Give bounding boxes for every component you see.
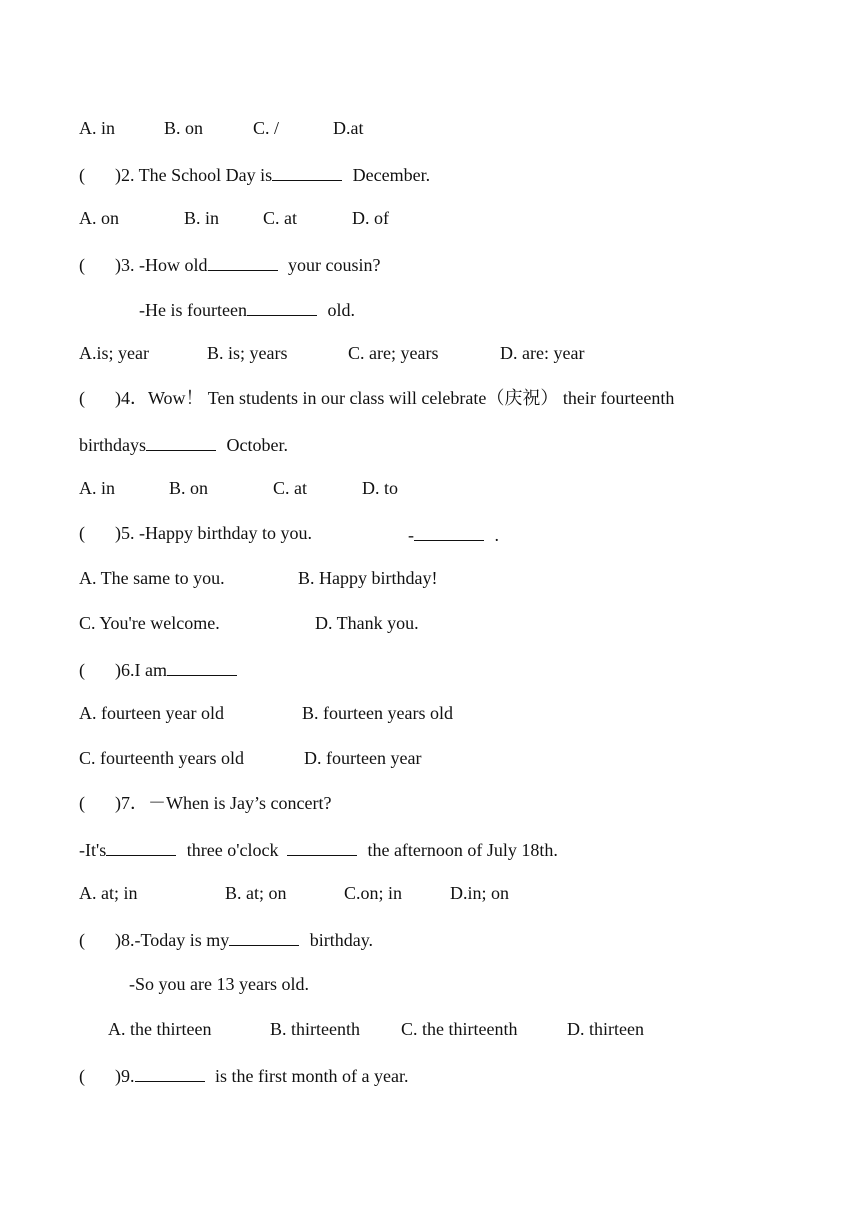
q6-text-before: )6.I am [115,660,167,680]
q8-text-after: birthday. [309,930,374,950]
q4-text: )4．Wow！ Ten students in our class will celebrate（庆祝） their fourteenth [115,388,675,408]
q4-option-d: D. to [362,478,398,498]
q3-option-b: B. is; years [207,343,288,363]
q3-reply-before: -He is fourteen [139,300,247,320]
q5-answer-paren[interactable]: ( [79,523,85,543]
q7-blank-2 [287,837,357,856]
q7-option-a: A. at; in [79,883,138,903]
q3-option-d: D. are: year [500,343,585,363]
q6-blank [167,657,237,676]
q8-option-d: D. thirteen [567,1019,644,1039]
q5-option-c: C. You're welcome. [79,613,220,633]
q3-reply [139,297,355,321]
q8-answer-paren[interactable]: ( [79,930,85,950]
q2-stem [79,162,430,186]
q5-reply-after: . [494,525,499,545]
q1-option-b: B. on [164,118,204,138]
q8-text-before: )8.-Today is my [115,930,230,950]
q3-stem [79,252,380,276]
q7-text: )7．－When is Jay’s concert? [115,793,332,813]
q7-text-a: -It's [79,840,107,860]
q6-option-a: A. fourteen year old [79,703,224,723]
q4-text-before: birthdays [79,435,146,455]
q2-answer-paren[interactable]: ( [79,165,85,185]
q3-option-a: A.is; year [79,343,149,363]
q3-text-after: your cousin? [288,255,381,275]
q7-option-b: B. at; on [225,883,287,903]
q7-stem [79,792,331,814]
q7-blank-1 [106,837,176,856]
q2-blank [272,162,342,181]
q9-text-before: )9. [115,1066,135,1086]
q4-stem [79,387,674,409]
q3-option-c: C. are; years [348,343,439,363]
q7-option-d: D.in; on [450,883,510,903]
q5-blank [414,522,484,541]
q9-blank [135,1063,205,1082]
q8-option-a: A. the thirteen [108,1019,212,1039]
q7-stem-line2 [79,837,558,861]
q4-text-after: October. [226,435,288,455]
q2-option-c: C. at [263,208,297,228]
q3-answer-paren[interactable]: ( [79,255,85,275]
q5-option-d: D. Thank you. [315,613,419,633]
q4-option-b: B. on [169,478,209,498]
q7-option-c: C.on; in [344,883,403,903]
q8-option-b: B. thirteenth [270,1019,360,1039]
q8-blank [229,927,299,946]
q2-text-before: )2. The School Day is [115,165,273,185]
q4-option-a: A. in [79,478,115,498]
q9-stem [79,1063,408,1087]
q3-blank-2 [247,297,317,316]
q5-option-a: A. The same to you. [79,568,225,588]
q5-option-b: B. Happy birthday! [298,568,438,588]
q6-option-b: B. fourteen years old [302,703,453,723]
q5-reply-before: - [408,525,414,545]
q9-text-after: is the first month of a year. [215,1066,409,1086]
q5-stem [79,522,499,545]
q6-stem [79,657,243,681]
q4-stem-line2 [79,432,288,456]
q6-option-c: C. fourteenth years old [79,748,244,768]
q7-text-c: the afternoon of July 18th. [367,840,558,860]
q3-reply-after: old. [327,300,355,320]
q1-option-c: C. / [253,118,280,138]
q4-option-c: C. at [273,478,307,498]
q3-blank-1 [208,252,278,271]
q7-answer-paren[interactable]: ( [79,793,85,813]
q2-option-a: A. on [79,208,119,228]
q5-text: )5. -Happy birthday to you. [115,523,312,543]
q1-option-d: D.at [333,118,364,138]
q7-text-b: three o'clock [186,840,279,860]
q1-option-a: A. in [79,118,115,138]
q6-option-d: D. fourteen year [304,748,422,768]
q3-text-before: )3. -How old [115,255,208,275]
q8-stem [79,927,373,951]
q2-text-after: December. [352,165,431,185]
q6-answer-paren[interactable]: ( [79,660,85,680]
q2-option-b: B. in [184,208,220,228]
q5-reply [408,522,499,546]
q8-option-c: C. the thirteenth [401,1019,518,1039]
q4-answer-paren[interactable]: ( [79,388,85,408]
q4-blank [146,432,216,451]
q2-option-d: D. of [352,208,389,228]
q8-reply: -So you are 13 years old. [129,974,309,994]
q9-answer-paren[interactable]: ( [79,1066,85,1086]
